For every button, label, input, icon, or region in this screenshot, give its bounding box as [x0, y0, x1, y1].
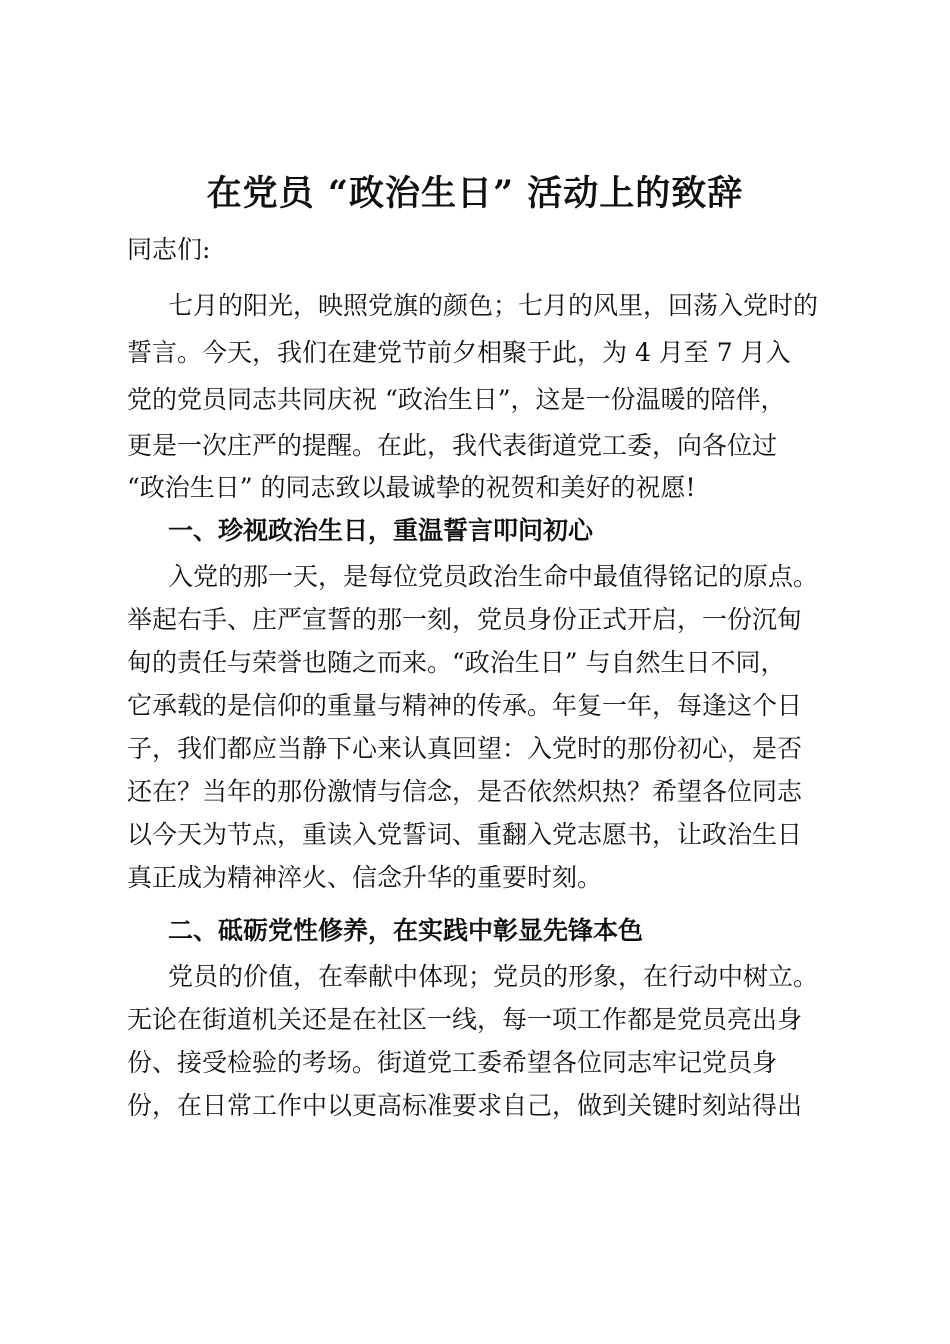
- section-heading: 二、砥砺党性修养，在实践中彰显先锋本色: [168, 916, 644, 945]
- paragraph-line: 真正成为精神淬火、信念升华的重要时刻。: [127, 863, 603, 892]
- salutation: 同志们:: [127, 235, 211, 264]
- paragraph-line: 誓言。今天，我们在建党节前夕相聚于此，为 4 月至 7 月入: [127, 338, 791, 367]
- paragraph-line: 还在？当年的那份激情与信念，是否依然炽热？希望各位同志: [127, 777, 803, 806]
- paragraph-line: 以今天为节点，重读入党誓词、重翻入党志愿书，让政治生日: [127, 820, 803, 849]
- paragraph-line: 它承载的是信仰的重量与精神的传承。年复一年，每逢这个日: [127, 691, 803, 720]
- section-heading: 一、珍视政治生日，重温誓言叩问初心: [168, 516, 594, 545]
- paragraph-line: 举起右手、庄严宣誓的那一刻，党员身份正式开启，一份沉甸: [127, 605, 803, 634]
- paragraph-line: 无论在街道机关还是在社区一线，每一项工作都是党员亮出身: [127, 1005, 803, 1034]
- paragraph-line: 份，在日常工作中以更高标准要求自己，做到关键时刻站得出: [127, 1091, 803, 1120]
- paragraph-line: 党员的价值，在奉献中体现；党员的形象，在行动中树立。: [168, 962, 819, 991]
- document-title: 在党员 “政治生日” 活动上的致辞: [206, 173, 744, 214]
- paragraph-line: “政治生日” 的同志致以最诚挚的祝贺和美好的祝愿!: [127, 473, 696, 502]
- paragraph-line: 更是一次庄严的提醒。在此，我代表街道党工委，向各位过: [127, 431, 778, 460]
- paragraph-line: 子，我们都应当静下心来认真回望：入党时的那份初心，是否: [127, 734, 803, 763]
- paragraph-line: 份、接受检验的考场。街道党工委希望各位同志牢记党员身: [127, 1048, 778, 1077]
- paragraph-line: 七月的阳光，映照党旗的颜色；七月的风里，回荡入党时的: [168, 291, 819, 320]
- paragraph-line: 党的党员同志共同庆祝 “政治生日”，这是一份温暖的陪伴，: [127, 385, 786, 414]
- paragraph-line: 入党的那一天，是每位党员政治生命中最值得铭记的原点。: [168, 562, 819, 591]
- paragraph-line: 甸的责任与荣誉也随之而来。“政治生日” 与自然生日不同，: [127, 648, 786, 677]
